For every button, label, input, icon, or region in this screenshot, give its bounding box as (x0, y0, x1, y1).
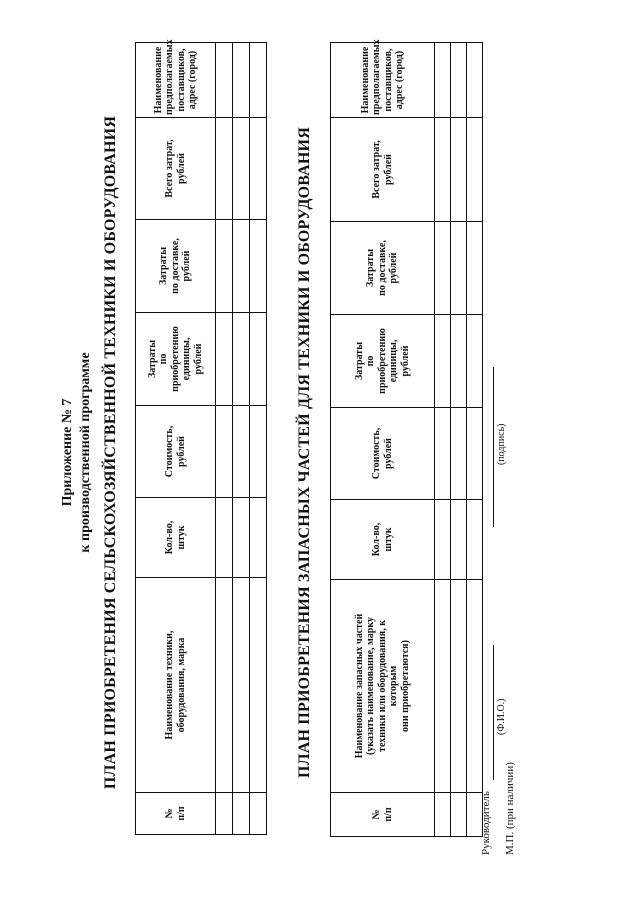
column-header: Стоимость, рублей (136, 406, 216, 498)
column-header: Затраты по приобретению единицы, рублей (136, 313, 216, 406)
column-header: Наименование техники, оборудования, марка (136, 578, 216, 793)
column-header: Всего затрат, рублей (331, 118, 435, 222)
appendix-title: Приложение № 7 (60, 398, 75, 507)
column-header: № п/п (331, 793, 435, 837)
stamp-label: М.П. (при наличии) (504, 762, 516, 855)
appendix-subtitle: к производственной программе (78, 352, 93, 553)
plan1-title: ПЛАН ПРИОБРЕТЕНИЯ СЕЛЬСКОХОЗЯЙСТВЕННОЙ ТЕХНИКИ И ОБОРУДОВАНИЯ (102, 115, 119, 790)
column-header: Кол-во, штук (136, 498, 216, 578)
signature-caption: (подпись) (496, 423, 507, 465)
column-header: Наименование предполагаемых поставщиков, адрес (город) (136, 43, 216, 118)
column-header: Затраты по доставке, рублей (136, 220, 216, 313)
column-header: Кол-во, штук (331, 500, 435, 580)
column-header: Затраты по доставке, рублей (331, 222, 435, 315)
column-header: Стоимость, рублей (331, 408, 435, 500)
signature-line (493, 367, 494, 527)
column-header: Наименование предполагаемых поставщиков, адрес (город) (331, 43, 435, 118)
head-label: Руководитель (480, 791, 492, 855)
column-header: № п/п (136, 793, 216, 835)
fio-line (493, 645, 494, 780)
column-header: Наименование запасных частей (указать наименование, марку техники или оборудования, к которым они приобретаются) (331, 580, 435, 793)
column-header: Всего затрат, рублей (136, 118, 216, 220)
fio-caption: (Ф.И.О.) (496, 698, 507, 735)
plan2-title: ПЛАН ПРИОБРЕТЕНИЯ ЗАПАСНЫХ ЧАСТЕЙ ДЛЯ ТЕХНИКИ И ОБОРУДОВАНИЯ (296, 127, 313, 778)
column-header: Затраты по приобретению единицы, рублей (331, 315, 435, 408)
